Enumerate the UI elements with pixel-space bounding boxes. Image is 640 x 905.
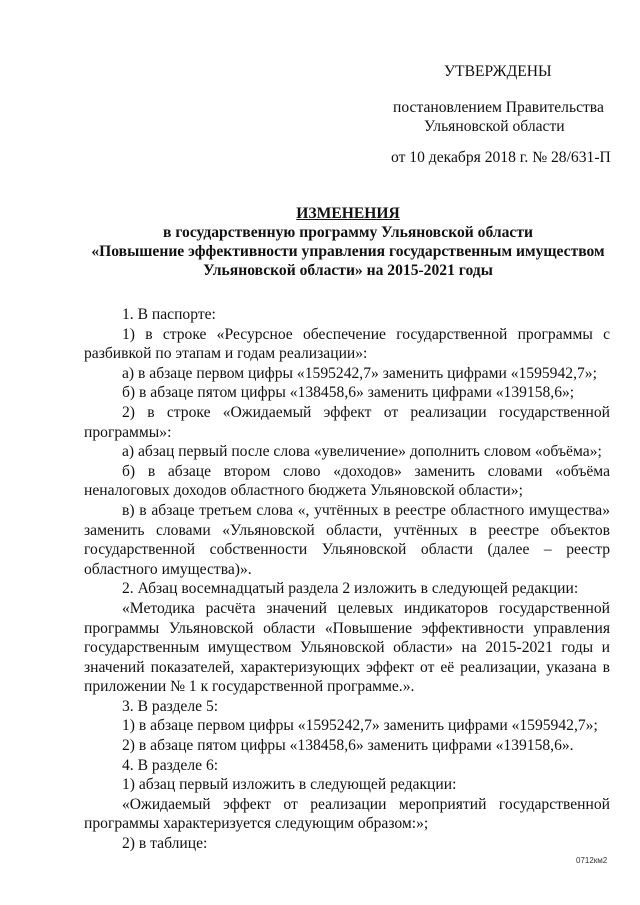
approval-line-3: от 10 декабря 2018 г. № 28/631-П: [391, 149, 611, 166]
paragraph: а) в абзаце первом цифры «1595242,7» заменить цифрами «1595942,7»;: [122, 364, 597, 382]
paragraph: 2) в строке «Ожидаемый эффект от реализации государственной программы»:: [84, 403, 610, 441]
paragraph: 2. Абзац восемнадцатый раздела 2 изложить в следующей редакции:: [122, 580, 579, 598]
approval-title: УТВЕРЖДЕНЫ: [444, 63, 552, 80]
paragraph: 1. В паспорте:: [122, 306, 216, 323]
paragraph: 1) в строке «Ресурсное обеспечение государственной программы с разбивкой по этапам и годам реализации»:: [84, 325, 610, 363]
paragraph: 1) абзац первый изложить в следующей редакции:: [122, 776, 457, 794]
heading-line-2: в государственную программу Ульяновской области: [163, 224, 533, 241]
paragraph: 2) в абзаце пятом цифры «138458,6» заменить цифрами «139158,6».: [122, 737, 574, 755]
document-heading: [84, 204, 612, 280]
paragraph: «Ожидаемый эффект от реализации мероприятий государственной программы характеризуется следующим образом:»;: [84, 795, 610, 833]
heading-line-4: Ульяновской области» на 2015-2021 годы: [203, 262, 493, 279]
footer-stamp: 0712км2: [576, 856, 608, 865]
heading-title: ИЗМЕНЕНИЯ: [296, 205, 400, 222]
paragraph: 1) в абзаце первом цифры «1595242,7» заменить цифрами «1595942,7»;: [122, 717, 598, 735]
paragraph: «Методика расчёта значений целевых индикаторов государственной программы Ульяновской области «Повышение эффективности управления государственным имуществом Ульяновской области» на 2015-2021 годы и значений показателей, характеризующих эффект от её реализации, указана в приложении № 1 к государственной программе.».: [84, 599, 610, 696]
paragraph: 4. В разделе 6:: [122, 756, 219, 774]
paragraph: а) абзац первый после слова «увеличение» дополнить словом «объёма»;: [122, 443, 602, 461]
approval-line-2: Ульяновской области: [424, 118, 565, 135]
paragraph: в) в абзаце третьем слова «, учтённых в реестре областного имущества» заменить словами «Ульяновской области, учтённых в реестре объектов государственной собственности Ульяновской области (далее – реестр областного имущества)».: [84, 501, 610, 578]
document-body: [84, 305, 610, 854]
heading-line-3: «Повышение эффективности управления государственным имуществом: [91, 243, 605, 260]
paragraph: б) в абзаце втором слово «доходов» заменить словами «объёма неналоговых доходов областного бюджета Ульяновской области»;: [84, 462, 610, 500]
paragraph: 2) в таблице:: [122, 835, 208, 853]
approval-line-1: постановлением Правительства: [393, 99, 604, 116]
paragraph: б) в абзаце пятом цифры «138458,6» заменить цифрами «139158,6»;: [122, 384, 575, 402]
paragraph: 3. В разделе 5:: [122, 697, 219, 715]
